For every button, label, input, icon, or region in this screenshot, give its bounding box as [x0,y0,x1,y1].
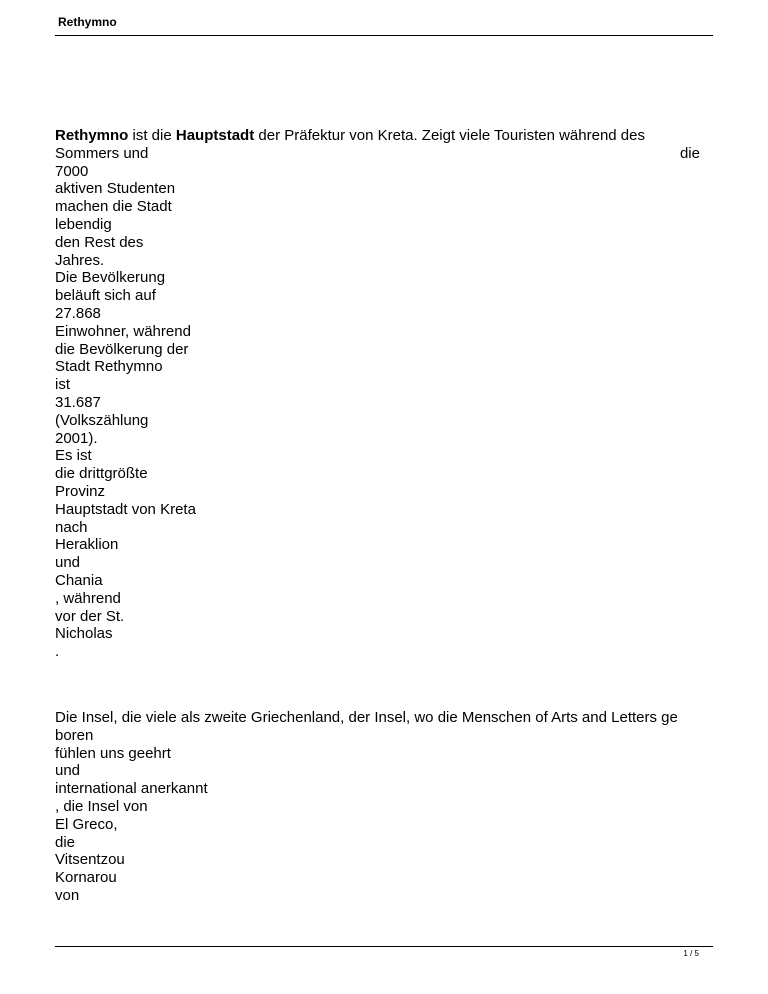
text-segment-right: die [679,144,700,162]
text-line: nach [55,518,88,536]
text-line: die [55,833,76,851]
page-footer [55,946,713,958]
text-line: international anerkannt [55,780,208,798]
text-line: Vitsentzou [55,851,125,869]
text-line: den Rest des [55,233,144,251]
text-line: und [55,762,81,780]
header-title: Rethymno [58,15,117,29]
text-line: Provinz [55,482,106,500]
text-line: von [55,886,80,904]
text-line: Kornarou [55,869,117,887]
text-line: machen die Stadt [55,198,172,216]
text-segment-left: Sommers und [55,144,149,162]
text-line: Einwohner, während [55,322,191,340]
text-line: , während [55,589,121,607]
text-segment: der Präfektur von Kreta. Zeigt viele Touristen während des [254,127,645,144]
text-line: 27.868 [55,304,101,322]
text-line: aktiven Studenten [55,180,176,198]
page-number: 1 / 5 [683,949,699,958]
text-segment: ist die [128,127,176,144]
text-line: Nicholas [55,625,113,643]
text-line: 31.687 [55,393,101,411]
bold-term-rethymno: Rethymno [55,127,129,144]
text-line: , die Insel von [55,797,148,815]
text-line: Heraklion [55,536,119,554]
text-line: und [55,554,81,572]
paragraph-1 [55,127,713,661]
page-header [55,13,713,36]
text-line: . [55,643,60,661]
text-line: Stadt Rethymno [55,358,163,376]
text-line: Es ist [55,447,92,465]
text-line: Die Bevölkerung [55,269,166,287]
text-line: Chania [55,571,103,589]
text-line: die drittgrößte [55,465,148,483]
text-line: 2001). [55,429,98,447]
text-line: vor der St. [55,607,125,625]
text-line: 7000 [55,162,89,180]
text-line: Jahres. [55,251,105,269]
text-line: El Greco, [55,815,118,833]
text-line: Die Insel, die viele als zweite Griechenland, der Insel, wo die Menschen of Arts and Letters ge [55,709,678,726]
text-line: boren [55,726,94,744]
text-line: fühlen uns geehrt [55,744,171,762]
text-line: Hauptstadt von Kreta [55,500,196,518]
text-line: ist [55,376,70,394]
text-line: (Volkszählung [55,411,149,429]
bold-term-hauptstadt: Hauptstadt [175,127,255,144]
paragraph-1-line-2 [55,145,713,163]
paragraph-1-line-1 [55,127,713,145]
paragraph-2 [55,709,713,905]
text-line: lebendig [55,215,112,233]
text-line: die Bevölkerung der [55,340,189,358]
text-line: beläuft sich auf [55,287,156,305]
